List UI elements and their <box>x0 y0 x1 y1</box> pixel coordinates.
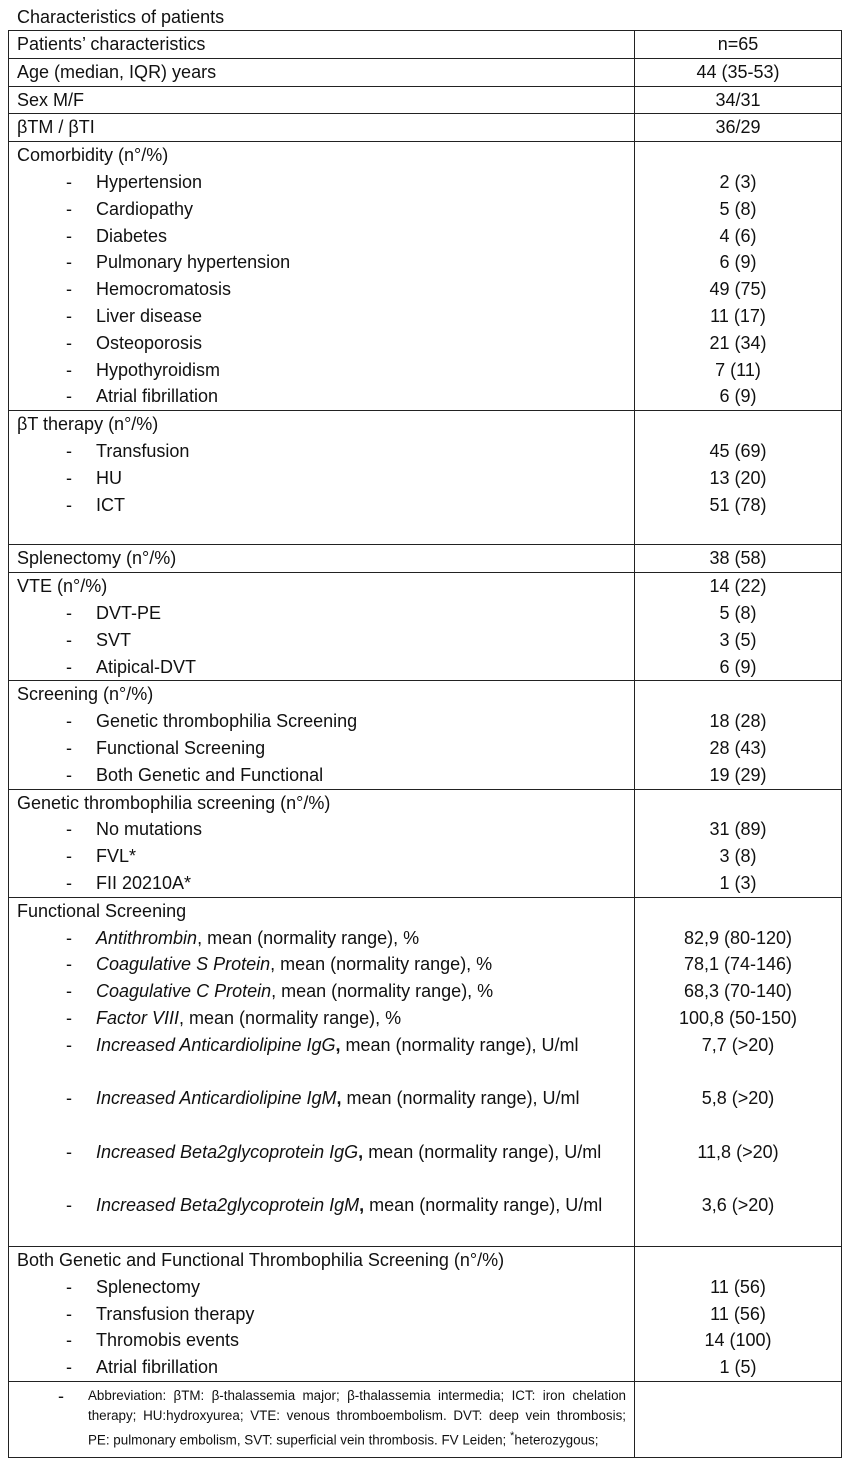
list-item: - Transfusion <box>66 440 190 461</box>
screening-value: 28 (43) <box>709 737 767 758</box>
list-item: - No mutations <box>66 819 203 840</box>
table-row-footnote <box>9 1382 842 1457</box>
list-item: - Hemocromatosis <box>66 279 232 300</box>
therapy-value: 13 (20) <box>709 467 767 488</box>
table-row-bt <box>9 114 842 142</box>
list-item: - Hypertension <box>66 171 203 192</box>
header-label-cell <box>9 31 635 59</box>
table-row-vte <box>9 573 842 681</box>
functional-value: 5,8 (>20) <box>701 1088 775 1109</box>
comorbidity-value: 6 (9) <box>719 252 757 273</box>
list-item: - Factor VIII, mean (normality range), % <box>66 1007 402 1028</box>
comorbidity-value: 49 (75) <box>709 279 767 300</box>
vte-title: VTE (n°/%) <box>17 576 108 597</box>
table-row-screening <box>9 681 842 789</box>
comorbidity-value: 7 (11) <box>715 359 761 380</box>
screening-value: 18 (28) <box>709 711 767 732</box>
comorbidity-value: 6 (9) <box>719 386 757 407</box>
list-item: - Coagulative C Protein, mean (normality range), % <box>66 981 494 1002</box>
list-item: - Liver disease <box>66 305 203 326</box>
therapy-value: 51 (78) <box>709 494 767 515</box>
table-row-header <box>9 31 842 59</box>
table-caption: Characteristics of patients <box>17 7 225 27</box>
both-title: Both Genetic and Functional Thrombophilia Screening (n°/%) <box>17 1250 505 1271</box>
list-item: - Diabetes <box>66 225 168 246</box>
functional-value: 68,3 (70-140) <box>683 981 793 1002</box>
both-value: 1 (5) <box>719 1357 757 1378</box>
comorbidity-value: 4 (6) <box>719 225 757 246</box>
list-item: - Transfusion therapy <box>66 1303 255 1324</box>
table-row-age <box>9 58 842 86</box>
age-label: Age (median, IQR) years <box>17 61 217 82</box>
list-item: - Osteoporosis <box>66 332 203 353</box>
list-item: - Genetic thrombophilia Screening <box>66 711 358 732</box>
comorbidity-value: 21 (34) <box>709 332 767 353</box>
list-item: - FVL* <box>66 846 137 867</box>
table-row-therapy <box>9 411 842 545</box>
list-item: - Antithrombin, mean (normality range), % <box>66 927 420 948</box>
header-label: Patients’ characteristics <box>17 34 206 54</box>
comorbidity-title: Comorbidity (n°/%) <box>17 145 169 166</box>
list-item: - Splenectomy <box>66 1276 201 1297</box>
header-value-cell <box>635 31 842 59</box>
functional-value: 82,9 (80-120) <box>683 927 793 948</box>
list-item: - Both Genetic and Functional <box>66 764 324 785</box>
list-item: - Increased Beta2glycoprotein IgM, mean (normality range), U/ml <box>66 1195 603 1216</box>
functional-title: Functional Screening <box>17 900 187 921</box>
genetic-title: Genetic thrombophilia screening (n°/%) <box>17 792 331 813</box>
list-item: - HU <box>66 467 122 488</box>
list-item: - FII 20210A* <box>66 872 192 893</box>
list-item: - Increased Anticardiolipine IgM, mean (normality range), U/ml <box>66 1088 580 1109</box>
genetic-value: 1 (3) <box>719 872 757 893</box>
comorbidity-value: 11 (17) <box>710 305 766 326</box>
genetic-value: 31 (89) <box>709 819 767 840</box>
table-row-splenectomy <box>9 545 842 573</box>
genetic-value: 3 (8) <box>719 846 757 867</box>
bt-label: βTM / βTI <box>17 117 95 138</box>
sex-label: Sex M/F <box>17 89 85 110</box>
functional-value: 100,8 (50-150) <box>678 1007 798 1028</box>
list-item: - Coagulative S Protein, mean (normality range), % <box>66 954 493 975</box>
footnote: - Abbreviation: βTM: β-thalassemia major; β-thalassemia intermedia; ICT: iron chelation therapy; HU:hydroxyurea; VTE: venous thromboembolism. DVT: deep vein thrombosis; PE: pulmonary embolism, SVT: superficial vein thrombosis. FV Leiden; *heterozygous; <box>58 1386 626 1448</box>
table-row-genetic <box>9 789 842 897</box>
list-item: - Hypothyroidism <box>66 359 221 380</box>
list-item: - DVT-PE <box>66 602 162 623</box>
list-item: - Functional Screening <box>66 737 266 758</box>
table-row-both <box>9 1247 842 1382</box>
functional-value: 3,6 (>20) <box>701 1195 775 1216</box>
functional-value: 7,7 (>20) <box>701 1034 775 1055</box>
both-value: 14 (100) <box>704 1330 772 1351</box>
functional-value: 11,8 (>20) <box>697 1141 779 1162</box>
list-item: - ICT <box>66 494 125 515</box>
table-row-comorbidity <box>9 142 842 411</box>
comorbidity-value: 2 (3) <box>719 171 757 192</box>
vte-item-value: 3 (5) <box>719 629 757 650</box>
list-item: - Increased Beta2glycoprotein IgG, mean (normality range), U/ml <box>66 1141 602 1162</box>
functional-value: 78,1 (74-146) <box>683 954 793 975</box>
screening-value: 19 (29) <box>709 764 767 785</box>
splenectomy-label: Splenectomy (n°/%) <box>17 548 177 569</box>
comorbidity-value: 5 (8) <box>719 198 757 219</box>
sex-value: 34/31 <box>715 89 761 110</box>
list-item: - Increased Anticardiolipine IgG, mean (normality range), U/ml <box>66 1034 579 1055</box>
header-value: n=65 <box>717 34 759 54</box>
bt-value: 36/29 <box>715 117 761 138</box>
patients-table <box>8 30 842 1458</box>
splenectomy-value: 38 (58) <box>709 548 767 569</box>
list-item: - SVT <box>66 629 132 650</box>
list-item: - Atrial fibrillation <box>66 386 219 407</box>
table-row-functional <box>9 897 842 1246</box>
list-item: - Cardiopathy <box>66 198 194 219</box>
therapy-title: βT therapy (n°/%) <box>17 414 159 435</box>
age-value: 44 (35-53) <box>696 61 780 82</box>
therapy-value: 45 (69) <box>709 440 767 461</box>
vte-item-value: 5 (8) <box>719 602 757 623</box>
vte-item-value: 6 (9) <box>719 656 757 677</box>
list-item: - Pulmonary hypertension <box>66 252 291 273</box>
both-value: 11 (56) <box>710 1276 766 1297</box>
list-item: - Atipical-DVT <box>66 656 197 677</box>
table-row-sex <box>9 86 842 114</box>
both-value: 11 (56) <box>710 1303 766 1324</box>
list-item: - Atrial fibrillation <box>66 1357 219 1378</box>
list-item: - Thromobis events <box>66 1330 240 1351</box>
screening-title: Screening (n°/%) <box>17 684 154 705</box>
vte-value: 14 (22) <box>709 576 767 597</box>
